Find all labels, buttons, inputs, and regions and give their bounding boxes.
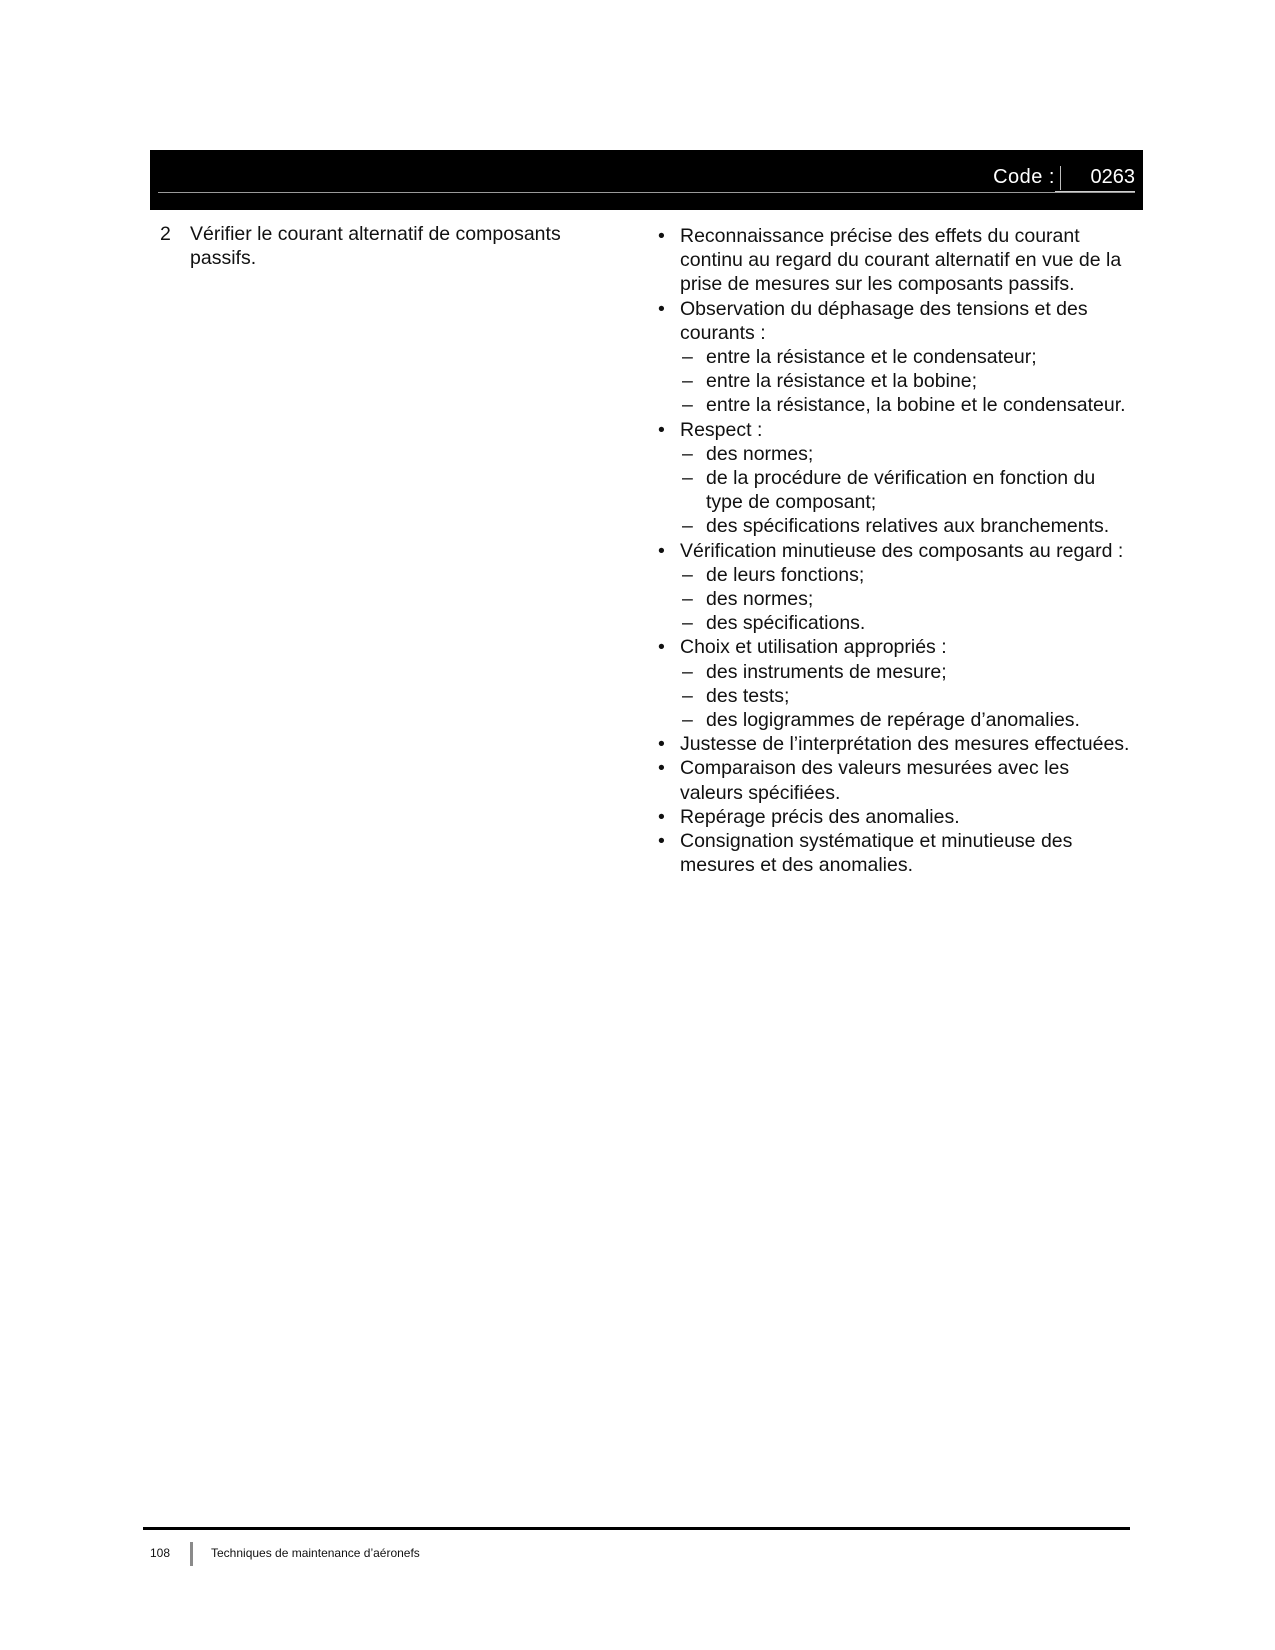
dash-mark: – [682,442,693,465]
criterion-text: Repérage précis des anomalies. [680,805,960,828]
subitem-text: des spécifications relatives aux branchements. [706,515,1110,538]
subitem-text: des normes; [706,442,814,465]
dash-mark: – [682,612,693,635]
criterion-item [656,829,1134,877]
subitem-text: de leurs fonctions; [706,563,865,586]
criterion-text: Reconnaissance précise des effets du courant continu au regard du courant alternatif en vue de la prise de mesures sur les composants passifs. [680,225,1122,296]
dash-mark: – [682,467,693,490]
subitem-text: entre la résistance et le condensateur; [706,346,1037,369]
bullet-mark: • [658,757,665,780]
subitem-text: des normes; [706,588,814,611]
criterion-item [656,805,1134,829]
dash-mark: – [682,394,693,417]
criterion-subitem [656,369,1134,393]
footer-rule [143,1527,1130,1530]
dash-mark: – [682,588,693,611]
dash-mark: – [682,370,693,393]
dash-mark: – [682,684,693,707]
bullet-mark: • [658,636,665,659]
bullet-mark: • [658,225,665,247]
header-rule [158,192,1135,193]
dash-mark: – [682,515,693,538]
criterion-subitem [656,514,1134,538]
criterion-item [656,418,1134,442]
subitem-text: des logigrammes de repérage d’anomalies. [706,709,1080,732]
criterion-item [656,539,1134,563]
subitem-text: de la procédure de vérification en fonction du type de composant; [706,467,1096,514]
bullet-mark: • [658,830,665,853]
criterion-text: Justesse de l’interprétation des mesures effectuées. [680,733,1130,756]
criterion-item [656,224,1134,297]
bullet-mark: • [658,418,665,441]
subitem-text: des tests; [706,684,790,707]
criterion-text: Observation du déphasage des tensions et des courants : [680,297,1088,344]
bullet-mark: • [658,733,665,756]
footer-separator [190,1542,193,1566]
page-number: 108 [150,1546,171,1560]
element-text: Vérifier le courant alternatif de composants passifs. [190,223,561,269]
bullet-mark: • [658,297,665,320]
criterion-subitem [656,587,1134,611]
criterion-text: Respect : [680,418,763,441]
criterion-subitem [656,684,1134,708]
dash-mark: – [682,660,693,683]
dash-mark: – [682,346,693,369]
criterion-subitem [656,563,1134,587]
criterion-text: Consignation systématique et minutieuse des mesures et des anomalies. [680,830,1073,877]
element-number: 2 [160,223,171,245]
criterion-subitem [656,660,1134,684]
code-value: 0263 [1055,166,1135,192]
subitem-text: entre la résistance et la bobine; [706,370,978,393]
criterion-text: Choix et utilisation appropriés : [680,636,947,659]
criterion-item [656,635,1134,659]
criterion-text: Comparaison des valeurs mesurées avec les valeurs spécifiées. [680,757,1070,804]
subitem-text: des spécifications. [706,612,866,635]
subitem-text: des instruments de mesure; [706,660,947,683]
dash-mark: – [682,563,693,586]
criterion-item [656,756,1134,804]
subitem-text: entre la résistance, la bobine et le condensateur. [706,394,1126,417]
criterion-subitem [656,442,1134,466]
criterion-subitem [656,611,1134,635]
criterion-subitem [656,466,1134,514]
document-title: Techniques de maintenance d’aéronefs [211,1546,420,1560]
bullet-mark: • [658,805,665,828]
code-label: Code : [993,166,1055,188]
criterion-subitem [656,393,1134,417]
performance-criteria-list [656,224,1134,877]
criterion-item [656,732,1134,756]
criterion-subitem [656,345,1134,369]
criterion-subitem [656,708,1134,732]
criterion-item [656,297,1134,345]
bullet-mark: • [658,539,665,562]
header-band [150,150,1143,210]
criterion-text: Vérification minutieuse des composants au regard : [680,539,1124,562]
dash-mark: – [682,709,693,732]
